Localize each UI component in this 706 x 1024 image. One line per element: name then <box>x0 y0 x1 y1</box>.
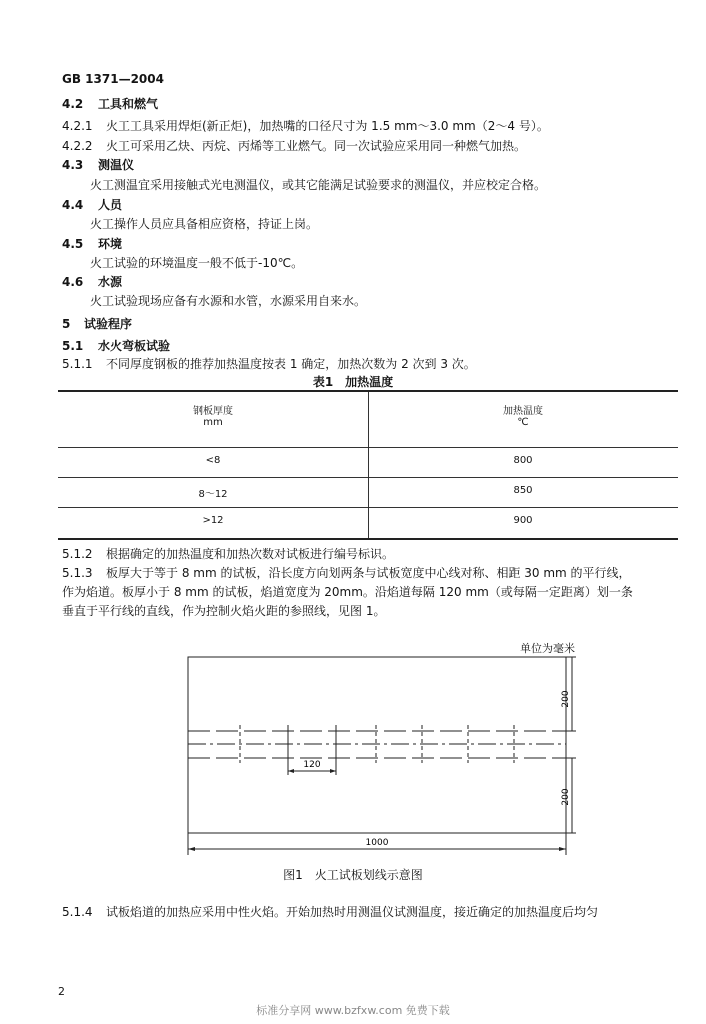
section-title: 水源 <box>98 275 123 289</box>
table-header-thickness <box>58 402 368 428</box>
table-row-divider <box>58 477 678 478</box>
section-number: 4.5 <box>62 237 84 251</box>
section-number: 5.1.3 <box>62 566 93 580</box>
section-5-1-3-line2: 作为焰道。板厚小于 8 mm 的试板，焰道宽度为 20mm。沿焰道每隔 120 mm（或每隔一定距离）划一条 <box>62 585 633 599</box>
table-cell-thickness: <8 <box>205 455 221 466</box>
table-cell-temperature: 850 <box>513 485 533 496</box>
section-number: 5.1.1 <box>62 357 93 371</box>
upper-dimension-label: 200 <box>561 690 571 708</box>
section-text: 火工可采用乙炔、丙烷、丙烯等工业燃气。同一次试验应采用同一种燃气加热。 <box>106 139 527 153</box>
section-4-4-text: 火工操作人员应具备相应资格，持证上岗。 <box>90 217 319 231</box>
section-4-2-1 <box>62 118 549 134</box>
table-header-divider <box>58 447 678 448</box>
section-4-3 <box>62 157 134 173</box>
test-plate-diagram <box>170 655 580 860</box>
section-5-1-3 <box>62 565 631 581</box>
arrowhead <box>559 847 566 851</box>
heating-temperature-table <box>58 390 678 540</box>
standard-code: GB 1371—2004 <box>62 72 164 86</box>
section-5 <box>62 316 132 332</box>
header-label: 加热温度 <box>503 406 543 417</box>
table-cell-thickness: 8～12 <box>198 489 228 500</box>
section-4-6-text: 火工试验现场应备有水源和水管，水源采用自来水。 <box>90 294 367 308</box>
table-cell-thickness: >12 <box>202 515 224 526</box>
section-text: 试板焰道的加热应采用中性火焰。开始加热时用测温仪试测温度，接近确定的加热温度后均匀 <box>106 905 599 919</box>
section-title: 工具和燃气 <box>98 97 159 111</box>
table-cell-temperature: 900 <box>513 515 533 526</box>
section-text-line1: 板厚大于等于 8 mm 的试板，沿长度方向划两条与试板宽度中心线对称、相距 30 mm 的平行线， <box>106 566 631 580</box>
section-5-1-4 <box>62 904 598 920</box>
section-number: 4.4 <box>62 198 84 212</box>
section-number: 4.6 <box>62 275 84 289</box>
section-4-6 <box>62 274 122 290</box>
section-4-3-text: 火工测温宜采用接触式光电测温仪，或其它能满足试验要求的测温仪，并应校定合格。 <box>90 178 547 192</box>
table-caption: 表1 加热温度 <box>312 375 394 389</box>
section-4-5 <box>62 236 122 252</box>
section-number: 4.2.1 <box>62 119 93 133</box>
unit-note: 单位为毫米 <box>520 642 575 655</box>
section-4-2-2 <box>62 138 526 154</box>
section-number: 5.1.2 <box>62 547 93 561</box>
section-number: 5.1.4 <box>62 905 93 919</box>
section-text: 火工工具采用焊炬(新正炬)，加热嘴的口径尺寸为 1.5 mm～3.0 mm（2～4 号）。 <box>106 119 549 133</box>
section-4-2 <box>62 96 158 112</box>
section-title: 环境 <box>98 237 123 251</box>
figure-caption: 图1 火工试板划线示意图 <box>283 868 423 882</box>
section-number: 4.2 <box>62 97 84 111</box>
section-number: 5.1 <box>62 339 84 353</box>
arrowhead <box>188 847 195 851</box>
section-4-5-text: 火工试验的环境温度一般不低于-10℃。 <box>90 256 304 270</box>
plate-outline <box>188 657 566 833</box>
length-dimension-label: 1000 <box>365 838 389 848</box>
section-title: 测温仪 <box>98 158 135 172</box>
section-title: 人员 <box>98 198 123 212</box>
section-number: 4.3 <box>62 158 84 172</box>
section-title: 试验程序 <box>84 317 133 331</box>
section-5-1-2 <box>62 546 394 562</box>
section-title: 水火弯板试验 <box>98 339 171 353</box>
watermark-text: 标准分享网 www.bzfxw.com 免费下载 <box>256 1004 450 1017</box>
table-cell-temperature: 800 <box>513 455 533 466</box>
section-5-1-3-line3: 垂直于平行线的直线，作为控制火焰火距的参照线，见图 1。 <box>62 604 386 618</box>
section-number: 4.2.2 <box>62 139 93 153</box>
section-5-1-1 <box>62 356 476 372</box>
arrowhead <box>288 769 294 773</box>
header-unit: mm <box>203 417 223 428</box>
table-header-temperature <box>368 402 678 428</box>
page-number: 2 <box>58 985 65 998</box>
section-text: 不同厚度钢板的推荐加热温度按表 1 确定，加热次数为 2 次到 3 次。 <box>106 357 476 371</box>
section-text: 根据确定的加热温度和加热次数对试板进行编号标识。 <box>106 547 395 561</box>
section-4-4 <box>62 197 122 213</box>
header-label: 钢板厚度 <box>193 406 233 417</box>
arrowhead <box>330 769 336 773</box>
section-number: 5 <box>62 317 71 331</box>
header-unit: ℃ <box>517 417 529 428</box>
spacing-dimension-label: 120 <box>303 760 321 770</box>
table-row-divider <box>58 507 678 508</box>
section-5-1 <box>62 338 170 354</box>
lower-dimension-label: 200 <box>561 788 571 806</box>
